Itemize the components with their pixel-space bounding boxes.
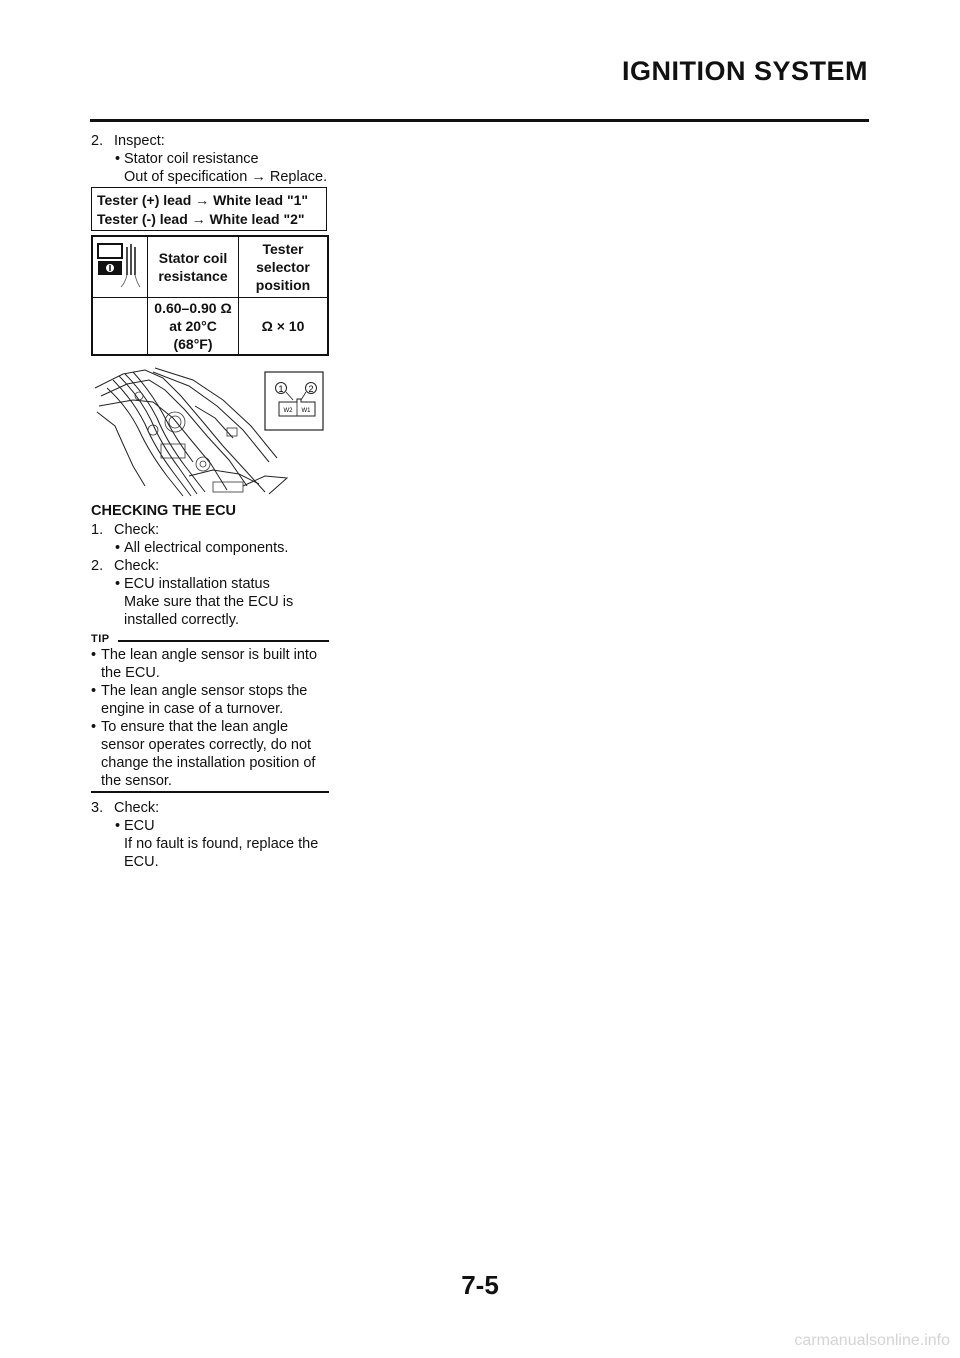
resistance-spec-table <box>91 235 329 356</box>
bullet-subtext: Make sure that the ECU is installed correctly. <box>124 594 294 628</box>
connector-label-2: 2 <box>308 384 314 394</box>
bullet-subtext: If no fault is found, replace the ECU. <box>124 836 319 870</box>
tester-selector-header: Tester selector position <box>239 236 329 297</box>
tip-item: • To ensure that the lean angle sensor operates correctly, do not change the installation position of the sensor. <box>91 719 316 789</box>
stator-wiring-illustration <box>93 366 327 498</box>
bullet-text: ECU installation status <box>124 576 270 592</box>
arrow-icon: → <box>191 211 206 227</box>
step-label: Check: <box>114 800 160 816</box>
tester-lead-spec <box>91 187 327 231</box>
watermark: carmanualsonline.info <box>794 1332 950 1349</box>
tip-text: The lean angle sensor is built into the ECU. <box>101 647 318 681</box>
tip-text: The lean angle sensor stops the engine in case of a turnover. <box>101 683 308 717</box>
arrow-icon: → <box>195 192 210 208</box>
lead-negative: Tester (-) lead <box>97 211 188 227</box>
step-number: 2. <box>91 133 104 149</box>
tip-item: • The lean angle sensor stops the engine in case of a turnover. <box>91 683 308 717</box>
title-divider <box>90 119 869 122</box>
bullet-dot: • <box>115 576 121 592</box>
step-number: 1. <box>91 522 104 538</box>
connector-pin-w1: W1 <box>301 408 311 414</box>
step-label: Check: <box>114 558 160 574</box>
ecu-steps <box>91 521 329 629</box>
section-heading: CHECKING THE ECU <box>91 503 237 519</box>
page-number: 7-5 <box>461 1270 499 1300</box>
multimeter-icon-cell <box>92 236 148 297</box>
resistance-value: 0.60–0.90 Ω at 20°C (68°F) <box>148 297 239 355</box>
page-title: IGNITION SYSTEM <box>621 56 868 86</box>
step-label: Check: <box>114 522 160 538</box>
tip-divider-bottom <box>91 791 329 793</box>
empty-cell <box>92 297 148 355</box>
step-number: 3. <box>91 800 104 816</box>
lead-positive-target: White lead "1" <box>213 192 309 208</box>
tip-list <box>91 646 331 790</box>
selector-position-value: Ω × 10 <box>239 297 329 355</box>
tip-text: To ensure that the lean angle sensor operates correctly, do not change the installation position of the sensor. <box>101 719 316 789</box>
tip-label: TIP <box>91 633 110 645</box>
bullet-dot: • <box>115 540 121 556</box>
connector-label-1: 1 <box>278 384 284 394</box>
lead-positive: Tester (+) lead <box>97 192 192 208</box>
multimeter-icon <box>96 239 144 291</box>
step-number: 2. <box>91 558 104 574</box>
bullet-dot: • <box>115 151 121 167</box>
connector-pin-w2: W2 <box>283 408 293 414</box>
step-label: Inspect: <box>114 133 165 149</box>
inspect-step <box>91 132 329 186</box>
bullet-text: All electrical components. <box>124 540 289 556</box>
step-3 <box>91 799 329 871</box>
bullet-subtext: Out of specification → Replace. <box>124 169 328 185</box>
bullet-dot: • <box>115 818 121 834</box>
lead-negative-target: White lead "2" <box>209 211 305 227</box>
bullet-text: Stator coil resistance <box>124 151 259 167</box>
stator-coil-header: Stator coil resistance <box>148 236 239 297</box>
tip-item: • The lean angle sensor is built into the ECU. <box>91 647 318 681</box>
tip-divider-top <box>118 640 329 642</box>
bullet-text: ECU <box>124 818 155 834</box>
